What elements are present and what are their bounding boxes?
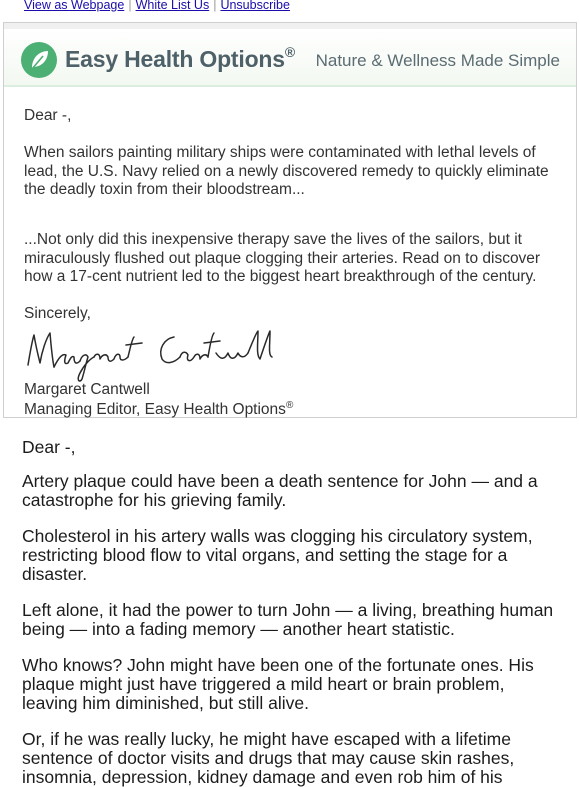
brand-name: Easy Health Options® — [65, 44, 295, 72]
leaf-icon — [21, 42, 57, 78]
brand-tagline: Nature & Wellness Made Simple — [315, 51, 560, 70]
white-list-link[interactable]: White List Us — [135, 0, 210, 12]
header-links — [24, 0, 290, 12]
editor-name: Margaret Cantwell — [24, 381, 150, 398]
letter-greeting: Dear -, — [24, 107, 72, 124]
article-paragraph: Artery plaque could have been a death sentence for John — and a catastrophe for his grieving family. — [22, 471, 538, 510]
link-separator: | — [128, 0, 132, 12]
handwritten-signature — [24, 323, 274, 383]
letter-closing: Sincerely, — [24, 305, 91, 322]
registered-mark: ® — [285, 400, 294, 411]
unsubscribe-link[interactable]: Unsubscribe — [220, 0, 290, 12]
article-paragraph: Or, if he was really lucky, he might have escaped with a lifetime sentence of doctor visits and drugs that may cause skin rashes, insomnia, depression, kidney damage and even rob him of his — [22, 729, 515, 787]
article-paragraph: Left alone, it had the power to turn John — a living, breathing human being — into a fading memory — another heart statistic. — [22, 600, 554, 639]
article-paragraph: Cholesterol in his artery walls was clogging his circulatory system, restricting blood flow to vital organs, and setting the stage for a disaster. — [22, 526, 533, 584]
article-paragraph: Who knows? John might have been one of the fortunate ones. His plaque might just have triggered a mild heart or brain problem, leaving him diminished, but still alive. — [22, 655, 534, 713]
view-as-webpage-link[interactable]: View as Webpage — [24, 0, 125, 12]
link-separator: | — [213, 0, 217, 12]
registered-mark: ® — [284, 44, 295, 60]
letter-paragraph: ...Not only did this inexpensive therapy save the lives of the sailors, but it miraculously flushed out plaque clogging their arteries. Read on to discover how a 17-cent nutrient led to the biggest heart breakthrough of the century. — [24, 231, 541, 285]
letter-paragraph: When sailors painting military ships were contaminated with lethal levels of lead, the U.S. Navy relied on a newly discovered remedy to quickly eliminate the deadly toxin from their bloodstream... — [24, 144, 549, 198]
article-greeting: Dear -, — [22, 437, 76, 457]
brand-banner[interactable] — [4, 23, 576, 87]
editor-title: Managing Editor, Easy Health Options® — [24, 400, 294, 418]
intro-card — [3, 22, 577, 418]
